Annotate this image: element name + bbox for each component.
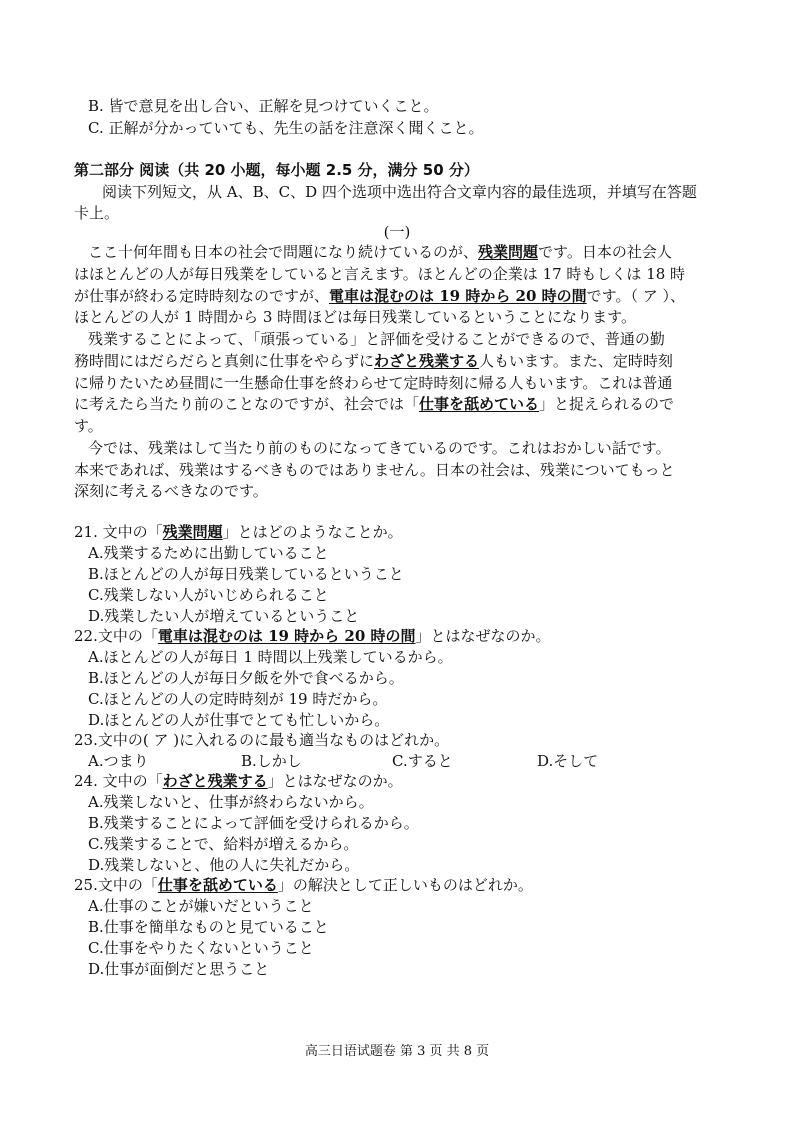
q23-option-d: D.そして [537,752,599,770]
q24-option-b: B.残業することによって評価を受けられるから。 [88,814,419,832]
instruction-line-1: 阅读下列短文，从 A、B、C、D 四个选项中选出符合文章内容的最佳选项，并填写在答题 [102,183,697,201]
passage-p2-line-5: す。 [74,417,103,435]
question-21-stem: 21. 文中の「残業問題」とはどのようなことか。 [74,523,403,541]
passage-p1-line-2: はほとんどの人が毎日残業をしていると言えます。ほとんどの企業は 17 時もしくは 18 時 [74,265,686,283]
underline-waza-to: わざと残業する [374,352,480,370]
question-24-stem: 24. 文中の「わざと残業する」とはなぜなのか。 [74,772,403,790]
page-footer: 高三日语试题卷 第 3 页 共 8 页 [304,1044,490,1059]
q22-option-b: B.ほとんどの人が毎日夕飯を外で食べるから。 [88,669,404,687]
passage-number [0,222,794,243]
q24-option-c: C.残業することで、給料が増えるから。 [88,835,359,853]
passage-p2-line-3: に帰りたいため昼間に一生懸命仕事を終わらせて定時時刻に帰る人もいます。これは普通 [74,374,673,392]
underline-shigoto: 仕事を舐めている [419,395,540,413]
passage-p1-line-1: ここ十何年間も日本の社会で問題になり続けているのが、残業問題です。日本の社会人 [88,243,672,261]
passage-p2-line-4: に考えたら当たり前のことなのですが、社会では「仕事を舐めている」と捉えられるので [74,395,675,413]
option-c-prev: C. 正解が分かっていても、先生の話を注意深く聞くこと。 [88,119,484,137]
question-25-stem: 25.文中の「仕事を舐めている」の解決として正しいものはどれか。 [74,876,533,894]
q21-option-c: C.残業しない人がいじめられること [88,586,329,604]
instruction-line-2: 卡上。 [74,204,120,222]
option-b-prev: B. 皆で意見を出し合い、正解を見つけていくこと。 [88,97,439,115]
passage-p3-line-2: 本来であれば、残業はするべきものではありません。日本の社会は、残業についてもっと [74,461,675,479]
question-23-stem: 23.文中の( ア )に入れるのに最も適当なものはどれか。 [74,731,450,749]
passage-p1-line-4: ほとんどの人が 1 時間から 3 時間ほどは毎日残業しているということになります。 [74,308,636,326]
q23-option-b: B.しかし [241,752,302,770]
q25-option-c: C.仕事をやりたくないということ [88,939,314,957]
section-title: 第二部分 阅读（共 20 小题，每小题 2.5 分，满分 50 分） [74,161,479,179]
passage-p3-line-3: 深刻に考えるべきなのです。 [74,482,268,500]
passage-p3-line-1: 今では、残業はして当たり前のものになってきているのです。これはおかしい話です。 [88,439,671,457]
passage-number-text: (一) [383,223,411,241]
q24-option-a: A.残業しないと、仕事が終わらないから。 [88,793,374,811]
q21-option-a: A.残業するために出勤していること [88,544,329,562]
q25-option-b: B.仕事を簡単なものと見ていること [88,918,329,936]
passage-p2-line-2: 務時間にはだらだらと真剣に仕事をやらずにわざと残業する人もいます。また、定時時刻 [74,352,673,370]
q21-option-b: B.ほとんどの人が毎日残業しているということ [88,565,404,583]
q25-option-d: D.仕事が面倒だと思うこと [88,960,270,978]
passage-p2-line-1: 残業することによって、「頑張っている」と評価を受けることができるので、普通の勤 [88,330,665,348]
q21-option-d: D.残業したい人が増えているということ [88,607,360,625]
underline-densha: 電車は混むのは 19 時から 20 時の間 [329,287,587,305]
q22-option-c: C.ほとんどの人の定時時刻が 19 時だから。 [88,690,388,708]
q23-option-c: C.すると [392,752,453,770]
q24-option-d: D.残業しないと、他の人に失礼だから。 [88,856,360,874]
passage-p1-line-3: が仕事が終わる定時時刻なのですが、電車は混むのは 19 時から 20 時の間です。（ ア ）、 [74,287,685,305]
underline-zangyo-mondai: 残業問題 [478,243,539,261]
q25-option-a: A.仕事のことが嫌いだということ [88,897,314,915]
question-22-stem: 22.文中の「電車は混むのは 19 時から 20 時の間」とはなぜなのか。 [74,627,551,645]
q23-option-a: A.つまり [88,752,149,770]
q22-option-d: D.ほとんどの人が仕事でとても忙しいから。 [88,711,390,729]
q22-option-a: A.ほとんどの人が毎日 1 時間以上残業しているから。 [88,648,453,666]
